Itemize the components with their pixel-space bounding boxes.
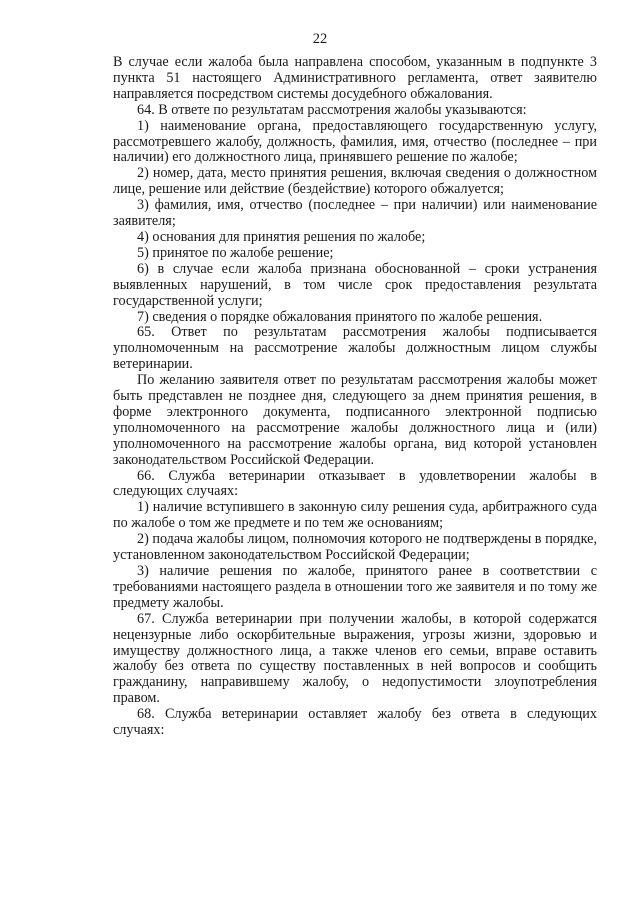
- list-item-64-4: 4) основания для принятия решения по жалобе;: [137, 228, 426, 245]
- paragraph-65-electronic: По желанию заявителя ответ по результатам рассмотрения жалобы может быть представлен не позднее дня, следующего за днем принятия решения, в форме электронного документа, подписанного электронной подписью уполномоченного на рассмотрение жалобы должностного лица и (или) уполномоченного на рассмотрение жалобы органа, вид которой установлен законодательством Российской Федерации.: [113, 372, 597, 468]
- list-item-66-3: 3) наличие решения по жалобе, принятого ранее в соответствии с требованиями настоящего раздела в отношении того же заявителя и по тому же предмету жалобы.: [113, 563, 597, 611]
- list-item-64-1: 1) наименование органа, предоставляющего государственную услугу, рассмотревшего жалобу, должность, фамилия, имя, отчество (последнее – при наличии) его должностного лица, принявшего решение по жалобе;: [113, 117, 597, 166]
- list-item-64-3: 3) фамилия, имя, отчество (последнее – при наличии) или наименование заявителя;: [113, 197, 597, 230]
- paragraph-68: 68. Служба ветеринарии оставляет жалобу без ответа в следующих случаях:: [113, 706, 597, 739]
- list-item-66-1: 1) наличие вступившего в законную силу решения суда, арбитражного суда по жалобе о том же предмете и по тем же основаниям;: [113, 499, 597, 532]
- paragraph-66: 66. Служба ветеринарии отказывает в удовлетворении жалобы в следующих случаях:: [113, 467, 597, 500]
- paragraph-intro: В случае если жалоба была направлена способом, указанным в подпункте 3 пункта 51 настоящего Административного регламента, ответ заявителю направляется посредством системы досудебного обжалования.: [113, 54, 597, 102]
- list-item-64-5: 5) принятое по жалобе решение;: [137, 244, 334, 261]
- list-item-64-7: 7) сведения о порядке обжалования принятого по жалобе решения.: [137, 308, 543, 325]
- paragraph-65: 65. Ответ по результатам рассмотрения жалобы подписывается уполномоченным на рассмотрение жалобы должностным лицом службы ветеринарии.: [113, 324, 597, 373]
- paragraph-67: 67. Служба ветеринарии при получении жалобы, в которой содержатся нецензурные либо оскорбительные выражения, угрозы жизни, здоровью и имуществу должностного лица, а также членов его семьи, вправе оставить жалобу без ответа по существу поставленных в ней вопросов и сообщить гражданину, направившему жалобу, о недопустимости злоупотребления правом.: [113, 610, 597, 707]
- list-item-66-2: 2) подача жалобы лицом, полномочия которого не подтверждены в порядке, установленном законодательством Российской Федерации;: [113, 531, 597, 564]
- document-body: [113, 55, 597, 739]
- list-item-64-2: 2) номер, дата, место принятия решения, включая сведения о должностном лице, решение или действие (бездействие) которого обжалуется;: [113, 165, 597, 198]
- page-number: 22: [312, 31, 328, 47]
- paragraph-64: 64. В ответе по результатам рассмотрения жалобы указываются:: [137, 101, 527, 118]
- list-item-64-6: 6) в случае если жалоба признана обоснованной – сроки устранения выявленных нарушений, в том числе срок предоставления результата государственной услуги;: [113, 260, 597, 309]
